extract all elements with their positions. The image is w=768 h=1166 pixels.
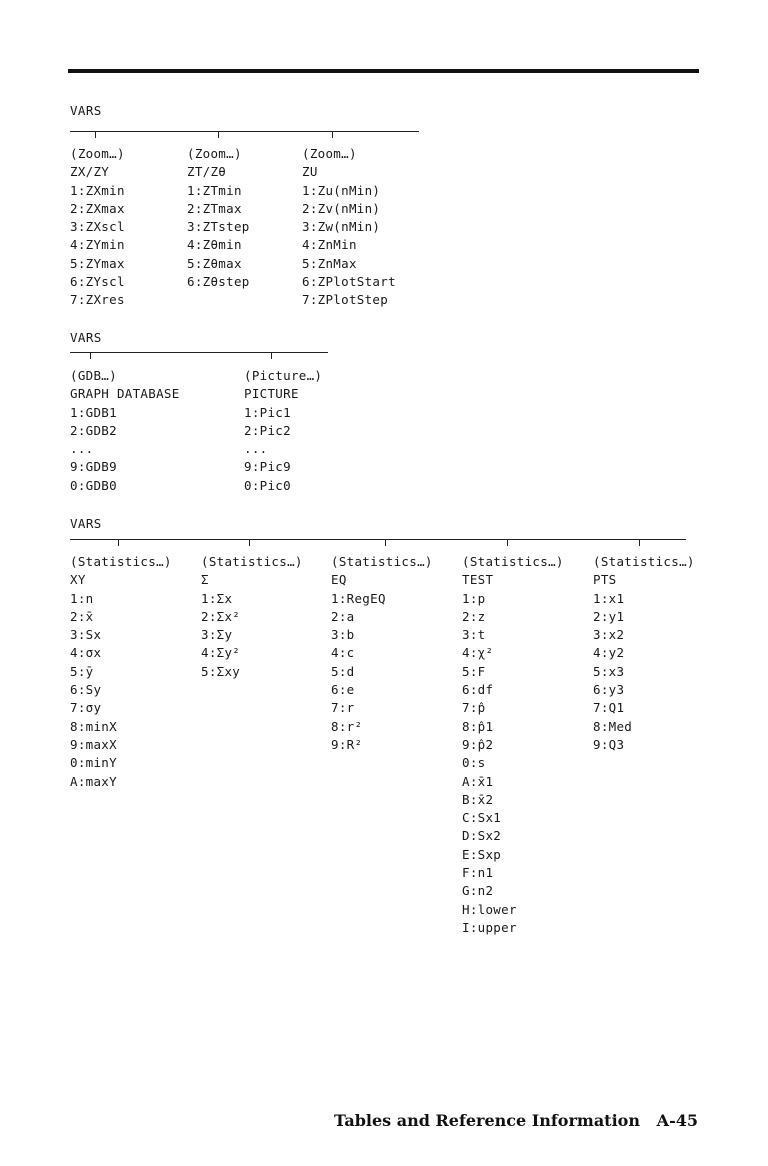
menu-item: 3:b <box>331 627 355 643</box>
top-rule <box>68 69 699 73</box>
menu-item: 1:RegEQ <box>331 590 386 606</box>
menu-item: D:Sx2 <box>462 828 502 844</box>
menu-item: 5:ZYmax <box>70 255 125 271</box>
menu-item: ZX/ZY <box>70 164 110 180</box>
menu-item: (Zoom…) <box>302 146 357 161</box>
page-number: A-45 <box>656 1111 698 1130</box>
zoom-u-column <box>302 145 396 310</box>
menu-item: 8:minX <box>70 718 117 734</box>
menu-item: 5:d <box>331 663 355 679</box>
menu-item: 3:x2 <box>593 627 625 643</box>
menu-item: 1:x1 <box>593 590 625 606</box>
zoom-xy-column <box>70 145 125 310</box>
menu-item: A:maxY <box>70 773 117 789</box>
menu-item: 9:Q3 <box>593 736 625 752</box>
menu-item: 2:y1 <box>593 608 625 624</box>
menu-item: 1:Zu(nMin) <box>302 182 381 198</box>
menu-item: 9:p̂2 <box>462 736 494 752</box>
section3-tree <box>70 539 686 551</box>
menu-item: 7:p̂ <box>462 700 486 716</box>
menu-item: 3:ZTstep <box>187 219 250 235</box>
menu-item: 5:F <box>462 663 486 679</box>
section1-tree <box>70 131 419 143</box>
menu-item: 6:Zθstep <box>187 274 250 290</box>
menu-item: C:Sx1 <box>462 810 502 826</box>
menu-item: 9:maxX <box>70 736 117 752</box>
menu-item: 1:Pic1 <box>244 404 291 420</box>
section2-label: VARS <box>70 330 102 345</box>
menu-item: 1:n <box>70 590 94 606</box>
menu-item: 4:ZYmin <box>70 237 125 253</box>
menu-item: 3:Zw(nMin) <box>302 219 381 235</box>
menu-item: 6:df <box>462 682 494 698</box>
menu-item: E:Sxp <box>462 846 502 862</box>
menu-item: A:x̄1 <box>462 773 494 789</box>
menu-item: (Zoom…) <box>70 146 125 161</box>
menu-item: F:n1 <box>462 865 494 881</box>
menu-item: 2:Pic2 <box>244 422 291 438</box>
menu-item: B:x̄2 <box>462 791 494 807</box>
menu-item: (Statistics…) <box>331 554 433 569</box>
menu-item: EQ <box>331 572 347 588</box>
stats-test-column <box>462 553 564 937</box>
menu-item: 3:Σy <box>201 627 233 643</box>
menu-item: (Statistics…) <box>201 554 303 569</box>
menu-item: 2:ZTmax <box>187 200 242 216</box>
menu-item: 0:s <box>462 755 486 771</box>
menu-item: (Statistics…) <box>70 554 172 569</box>
menu-item: G:n2 <box>462 883 494 899</box>
menu-item: ... <box>244 441 268 457</box>
menu-item: 6:Sy <box>70 682 102 698</box>
menu-item: ZU <box>302 164 318 180</box>
menu-item: PICTURE <box>244 386 299 402</box>
menu-item: 7:r <box>331 700 355 716</box>
menu-item: 7:ZXres <box>70 292 125 308</box>
menu-item: 4:χ² <box>462 645 494 661</box>
menu-item: TEST <box>462 572 494 588</box>
menu-item: 4:ZnMin <box>302 237 357 253</box>
zoom-t-column <box>187 145 250 291</box>
menu-item: 9:Pic9 <box>244 459 291 475</box>
section2-tree <box>70 352 328 364</box>
page-footer <box>334 1111 698 1130</box>
menu-item: XY <box>70 572 86 588</box>
menu-item: ZT/Zθ <box>187 164 227 180</box>
menu-item: 2:a <box>331 608 355 624</box>
menu-item: 2:z <box>462 608 486 624</box>
stats-sigma-column <box>201 553 303 681</box>
menu-item: H:lower <box>462 901 517 917</box>
menu-item: 0:minY <box>70 755 117 771</box>
gdb-column <box>70 367 180 495</box>
menu-item: 1:p <box>462 590 486 606</box>
menu-item: (Statistics…) <box>593 554 695 569</box>
menu-item: 1:Σx <box>201 590 233 606</box>
menu-item: 6:ZPlotStart <box>302 274 396 290</box>
menu-item: Σ <box>201 572 209 588</box>
menu-item: 8:Med <box>593 718 633 734</box>
menu-item: 4:σx <box>70 645 102 661</box>
menu-item: 9:R² <box>331 736 363 752</box>
menu-item: ... <box>70 441 94 457</box>
stats-eq-column <box>331 553 433 754</box>
menu-item: 8:p̂1 <box>462 718 494 734</box>
stats-xy-column <box>70 553 172 791</box>
menu-item: 6:y3 <box>593 682 625 698</box>
menu-item: (Statistics…) <box>462 554 564 569</box>
section1-label: VARS <box>70 103 102 118</box>
menu-item: 2:x̄ <box>70 608 94 624</box>
menu-item: 1:ZTmin <box>187 182 242 198</box>
menu-item: PTS <box>593 572 617 588</box>
menu-item: 7:Q1 <box>593 700 625 716</box>
menu-item: 8:r² <box>331 718 363 734</box>
menu-item: 1:ZXmin <box>70 182 125 198</box>
menu-item: 5:x3 <box>593 663 625 679</box>
stats-pts-column <box>593 553 695 754</box>
menu-item: 0:GDB0 <box>70 477 117 493</box>
menu-item: 3:t <box>462 627 486 643</box>
menu-item: 9:GDB9 <box>70 459 117 475</box>
menu-item: GRAPH DATABASE <box>70 386 180 402</box>
menu-item: 4:y2 <box>593 645 625 661</box>
menu-item: 0:Pic0 <box>244 477 291 493</box>
menu-item: 2:Zv(nMin) <box>302 200 381 216</box>
menu-item: 7:σy <box>70 700 102 716</box>
menu-item: 1:GDB1 <box>70 404 117 420</box>
menu-item: 3:Sx <box>70 627 102 643</box>
menu-item: (GDB…) <box>70 368 117 383</box>
menu-item: 6:e <box>331 682 355 698</box>
footer-title: Tables and Reference Information <box>333 1111 640 1130</box>
menu-item: 6:ZYscl <box>70 274 125 290</box>
menu-item: 4:c <box>331 645 355 661</box>
menu-item: 4:Zθmin <box>187 237 242 253</box>
menu-item: 2:ZXmax <box>70 200 125 216</box>
menu-item: 4:Σy² <box>201 645 241 661</box>
picture-column <box>244 367 322 495</box>
menu-item: 7:ZPlotStep <box>302 292 389 308</box>
menu-item: (Picture…) <box>244 368 323 383</box>
menu-item: 5:ȳ <box>70 663 94 679</box>
menu-item: 2:GDB2 <box>70 422 117 438</box>
menu-item: 5:Σxy <box>201 663 241 679</box>
menu-item: 2:Σx² <box>201 608 241 624</box>
menu-item: 3:ZXscl <box>70 219 125 235</box>
menu-item: 5:ZnMax <box>302 255 357 271</box>
menu-item: I:upper <box>462 919 517 935</box>
menu-item: (Zoom…) <box>187 146 242 161</box>
section3-label: VARS <box>70 516 102 531</box>
menu-item: 5:Zθmax <box>187 255 242 271</box>
